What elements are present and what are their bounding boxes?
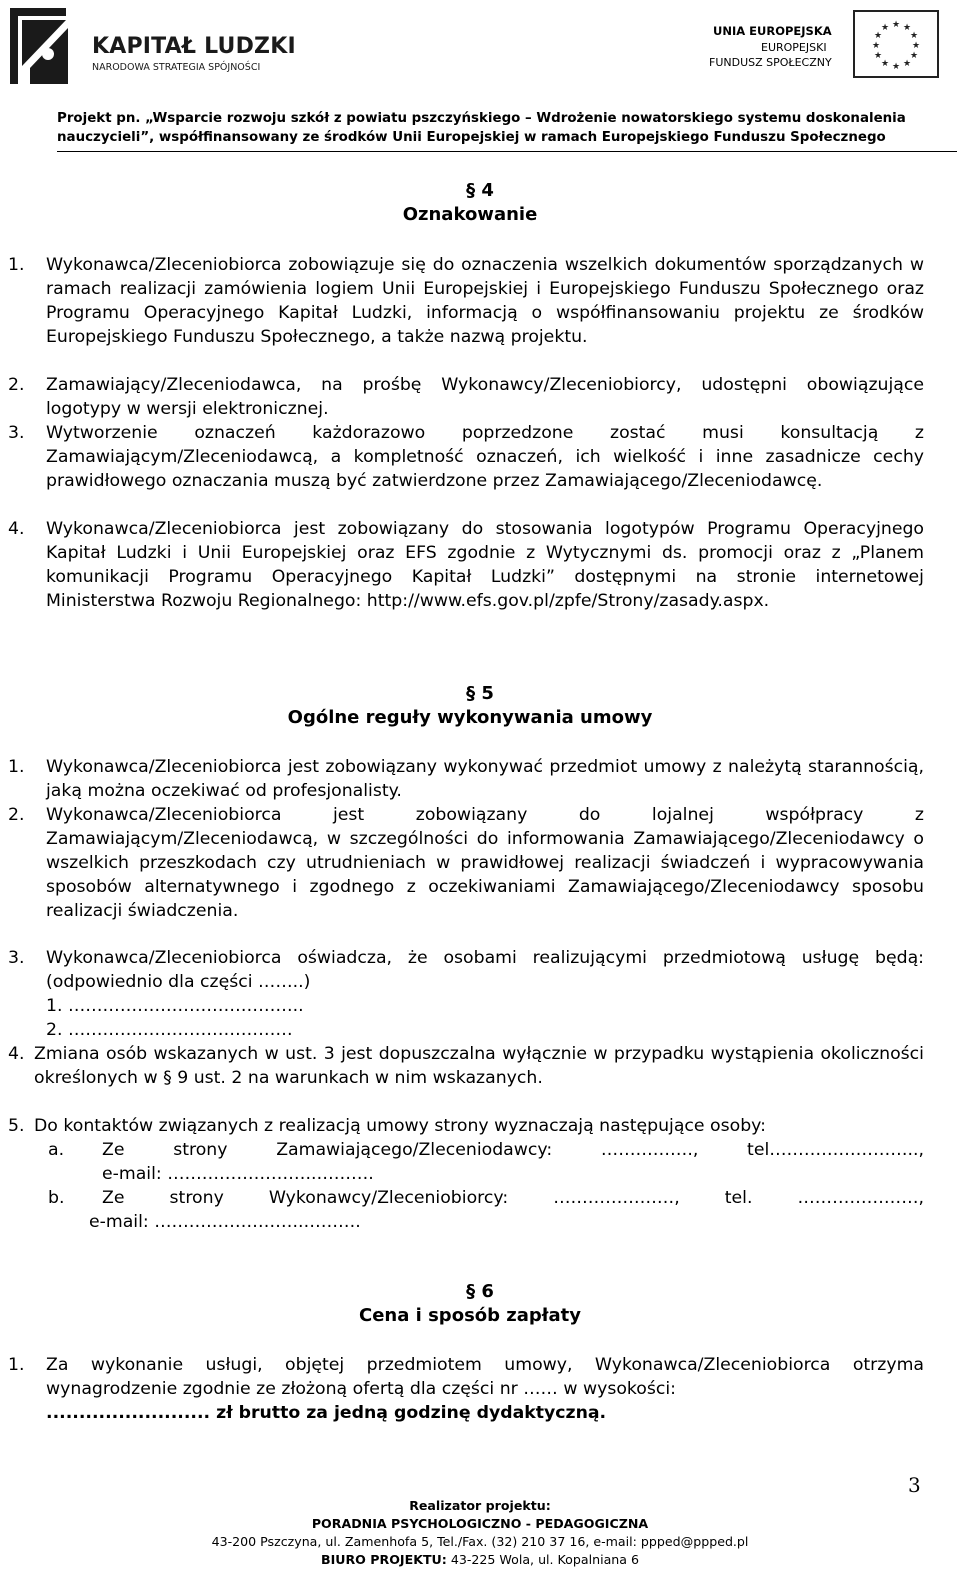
- svg-text:★: ★: [891, 20, 901, 30]
- svg-text:★: ★: [873, 51, 883, 61]
- contact-a-label: a.: [48, 1140, 65, 1160]
- svg-text:★: ★: [880, 23, 890, 33]
- project-description: [57, 109, 957, 147]
- footer-office-address: 43-225 Wola, ul. Kopalniana 6: [446, 1552, 640, 1567]
- project-line-2: nauczycieli”, współfinansowany ze środków Unii Europejskiej w ramach Europejskiego Funduszu Społecznego: [57, 130, 886, 145]
- item-text: Wykonawca/Zleceniobiorca oświadcza, że osobami realizującymi przedmiotową usługę będą: (odpowiednio dla części ……..): [46, 948, 924, 992]
- contact-b-line2: e-mail: ……………………..……….: [89, 1212, 361, 1232]
- item-number: 1.: [8, 1355, 25, 1375]
- item-number: 4.: [8, 1044, 25, 1064]
- item-number: 4.: [8, 519, 25, 539]
- kapital-ludzki-emblem-icon: [8, 6, 78, 86]
- section-5-title: Ogólne reguły wykonywania umowy: [287, 707, 653, 728]
- svg-text:★: ★: [891, 62, 901, 72]
- page-number: 3: [908, 1473, 921, 1497]
- logo-title: KAPITAŁ LUDZKI: [92, 34, 296, 59]
- section-4-number: § 4: [466, 180, 494, 201]
- amount-line: ......................... zł brutto za jedną godzinę dydaktyczną.: [46, 1403, 607, 1423]
- svg-text:★: ★: [909, 31, 919, 41]
- item-number: 3.: [8, 948, 25, 968]
- svg-text:★: ★: [909, 51, 919, 61]
- item-text: Wytworzenie oznaczeń każdorazowo poprzedzone zostać musi konsultacją z Zamawiającym/Zleceniodawcą, a kompletność oznaczeń, ich wielkość i inne zasadnicze cechy prawidłowego oznaczania muszą być zatwierdzone przez Zamawiającego/Zleceniodawcę.: [46, 423, 924, 491]
- svg-text:★: ★: [871, 41, 881, 51]
- item-number: 5.: [8, 1116, 25, 1136]
- item-number: 3.: [8, 423, 25, 443]
- footer-address-text: 43-200 Pszczyna, ul. Zamenhofa 5, Tel./Fax. (32) 210 37 16, e-mail:: [211, 1534, 641, 1549]
- item-text: Wykonawca/Zleceniobiorca jest zobowiązany do stosowania logotypów Programu Operacyjnego Kapitał Ludzki i Unii Europejskiej oraz EFS zgodnie z Wytycznymi ds. promocji oraz z „Planem komunikacji Programu Operacyjnego Kapitał Ludzki” dostępnymi na stronie internetowej Ministerstwa Rozwoju Regionalnego: http://www.efs.gov.pl/zpfe/Strony/zasady.aspx.: [46, 519, 924, 611]
- footer-organization: PORADNIA PSYCHOLOGICZNO - PEDAGOGICZNA: [311, 1516, 649, 1531]
- contact-b-label: b.: [48, 1188, 65, 1208]
- section-4-title: Oznakowanie: [402, 204, 538, 225]
- item-text: Do kontaktów związanych z realizacją umowy strony wyznaczają następujące osoby:: [34, 1116, 766, 1136]
- item-text: Wykonawca/Zleceniobiorca zobowiązuje się do oznaczenia wszelkich dokumentów sporządzanych w ramach realizacji zamówienia logiem Unii Europejskiej i Europejskiego Funduszu Społecznego oraz Programu Operacyjnego Kapitał Ludzki, informacją o współfinansowaniu projektu ze środków Europejskiego Funduszu Społecznego, a także nazwą projektu.: [46, 255, 924, 347]
- item-text: Wykonawca/Zleceniobiorca jest zobowiązany wykonywać przedmiot umowy z należytą starannością, jaką można oczekiwać od profesjonalisty.: [46, 757, 924, 801]
- svg-text:★: ★: [873, 31, 883, 41]
- person-line-2: 2. …………………………………: [46, 1020, 293, 1040]
- item-number: 2.: [8, 805, 25, 825]
- footer-office: [0, 1551, 960, 1569]
- logo-subtitle: NARODOWA STRATEGIA SPÓJNOŚCI: [92, 62, 261, 73]
- footer-address: [0, 1533, 960, 1551]
- eu-flag-icon: [853, 10, 939, 78]
- eu-stars-icon: [855, 12, 937, 76]
- header-divider: [57, 151, 957, 152]
- contact-a-line2: e-mail: ……………………..……….: [102, 1164, 374, 1184]
- item-number: 2.: [8, 375, 25, 395]
- section-6-number: § 6: [466, 1281, 494, 1302]
- section-5-number: § 5: [466, 683, 494, 704]
- svg-text:★: ★: [880, 59, 890, 69]
- svg-text:★: ★: [911, 41, 921, 51]
- item-text: Za wykonanie usługi, objętej przedmiotem umowy, Wykonawca/Zleceniobiorca otrzyma wynagrodzenie zgodnie ze złożoną ofertą dla części nr …… w wysokości:: [46, 1355, 924, 1399]
- eu-logo-line1: UNIA EUROPEJSKA: [713, 24, 832, 38]
- footer-email-link[interactable]: ppped@ppped.pl: [640, 1534, 749, 1549]
- svg-text:★: ★: [902, 59, 912, 69]
- section-6-title: Cena i sposób zapłaty: [359, 1305, 581, 1326]
- item-text: Zmiana osób wskazanych w ust. 3 jest dopuszczalna wyłącznie w przypadku wystąpienia okoliczności określonych w § 9 ust. 2 na warunkach w nim wskazanych.: [34, 1044, 924, 1088]
- item-number: 1.: [8, 255, 25, 275]
- kapital-ludzki-logo: [8, 6, 308, 86]
- page-header: [0, 0, 960, 155]
- footer-office-label: BIURO PROJEKTU:: [320, 1552, 447, 1567]
- eu-logo-line2: EUROPEJSKI: [761, 41, 827, 54]
- eu-logo: [705, 10, 940, 82]
- footer-realizator-label: Realizator projektu:: [409, 1498, 551, 1513]
- item-text: Wykonawca/Zleceniobiorca jest zobowiązany do lojalnej współpracy z Zamawiającym/Zleceniodawcą, w szczególności do informowania Zamawiającego/Zleceniodawcy o wszelkich przeszkodach czy utrudnieniach w prawidłowej realizacji świadczeń i wypracowywania sposobów alternatywnego i zgodnego z oczekiwaniami Zamawiającego/Zleceniodawcy sposobu realizacji świadczenia.: [46, 805, 924, 921]
- person-line-1: 1. …………………………………..: [46, 996, 304, 1016]
- project-line-1: Projekt pn. „Wsparcie rozwoju szkół z powiatu pszczyńskiego – Wdrożenie nowatorskiego systemu doskonalenia: [57, 111, 906, 126]
- item-number: 1.: [8, 757, 25, 777]
- contact-a-line1: Ze strony Zamawiającego/Zleceniodawcy: ……………., tel……………………..,: [102, 1140, 924, 1160]
- page-footer: [0, 1497, 960, 1569]
- eu-logo-line3: FUNDUSZ SPOŁECZNY: [709, 56, 832, 69]
- item-text: Zamawiający/Zleceniodawca, na prośbę Wykonawcy/Zleceniobiorcy, udostępni obowiązujące logotypy w wersji elektronicznej.: [46, 375, 924, 419]
- svg-text:★: ★: [902, 23, 912, 33]
- contact-b-line1: Ze strony Wykonawcy/Zleceniobiorcy: …………………, tel. …………………,: [102, 1188, 924, 1208]
